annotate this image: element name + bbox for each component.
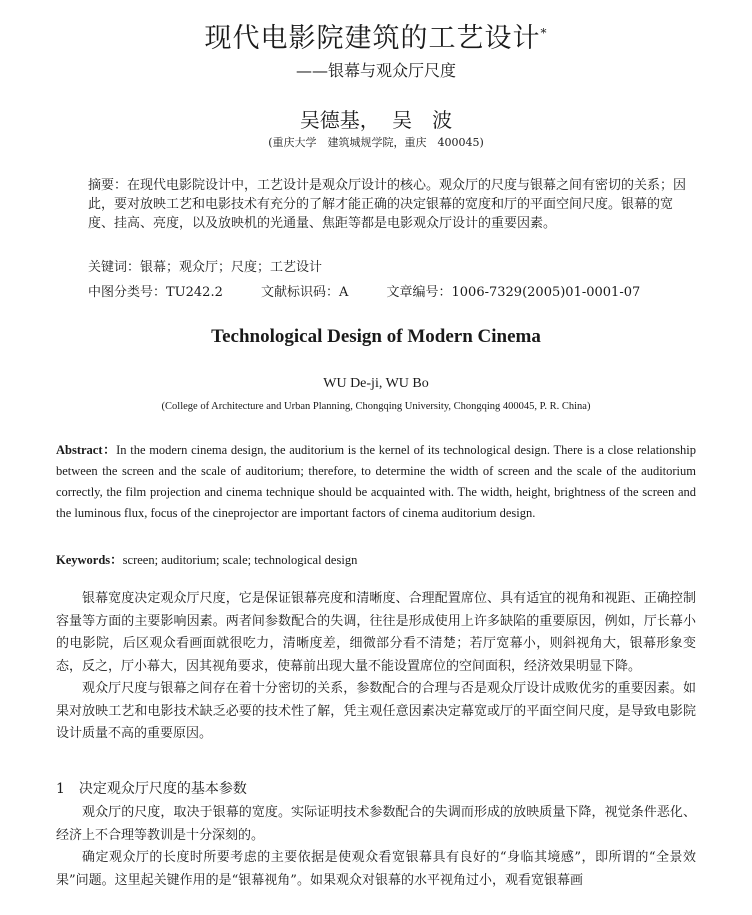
affiliation-cn: (重庆大学 建筑城规学院，重庆 400045): [268, 136, 484, 149]
title-footnote-mark: *: [540, 26, 548, 40]
authors-en: WU De-ji, WU Bo: [323, 376, 429, 391]
body-section-1: [56, 802, 696, 892]
keywords-en: [56, 550, 696, 568]
keywords-en-label: Keywords：: [56, 553, 123, 567]
document-code: 文献标识码：A: [260, 285, 349, 300]
keywords-en-text: screen; auditorium; scale; technological design: [122, 553, 358, 567]
abstract-en-label: Abstract：: [56, 443, 117, 457]
body-intro: [56, 588, 696, 746]
body-paragraph: 银幕宽度决定观众厅尺度，它是保证银幕亮度和清晰度、合理配置席位、具有适宜的视角和视距、正确控制容量等方面的主要影响因素。两者间参数配合的失调，往往是形成使用上许多缺陷的重要原因，例如，厅长幕小的电影院，后区观众看画面就很吃力，清晰度差，细微部分看不清楚；若厅宽幕小，则斜视角大，银幕形象变态，反之，厅小幕大，因其视角要求，使幕前出现大量不能设置席位的空间面积，经济效果明显下降。: [56, 591, 696, 674]
authors-cn: 吴德基， 吴 波: [299, 108, 453, 132]
clc-number: 中图分类号：TU242.2: [88, 285, 223, 300]
article-number: 文章编号：1006-7329(2005)01-0001-07: [386, 285, 641, 300]
abstract-cn: [88, 176, 688, 233]
abstract-en: [56, 440, 696, 524]
section-heading: [56, 778, 261, 798]
keywords-cn: [88, 258, 688, 277]
classification-row: [88, 281, 688, 300]
body-paragraph: 观众厅尺度与银幕之间存在着十分密切的关系，参数配合的合理与否是观众厅设计成败优劣的重要因素。如果对放映工艺和电影技术缺乏必要的技术性了解，凭主观任意因素决定幕宽或厅的平面空间尺度，是导致电影院设计质量不高的重要原因。: [56, 681, 696, 741]
keywords-cn-text: 银幕；观众厅；尺度；工艺设计: [140, 260, 323, 275]
paper-subtitle-cn: ——银幕与观众厅尺度: [295, 61, 456, 80]
paper-title-en: Technological Design of Modern Cinema: [211, 326, 541, 347]
body-paragraph: 观众厅的尺度，取决于银幕的宽度。实际证明技术参数配合的失调而形成的放映质量下降，视觉条件恶化、经济上不合理等教训是十分深刻的。: [56, 805, 696, 843]
affiliation-en: (College of Architecture and Urban Planning, Chongqing University, Chongqing 400045, P. R. China): [161, 401, 591, 412]
abstract-cn-label: 摘要：: [88, 178, 128, 193]
body-paragraph: 确定观众厅的长度时所要考虑的主要依据是使观众看宽银幕具有良好的“身临其境感”，即所谓的“全景效果”问题。这里起关键作用的是“银幕视角”。如果观众对银幕的水平视角过小，观看宽银幕画: [56, 850, 696, 888]
section-number: 1: [56, 781, 65, 797]
keywords-cn-label: 关键词：: [88, 260, 141, 275]
abstract-cn-text: 在现代电影院设计中，工艺设计是观众厅设计的核心。观众厅的尺度与银幕之间有密切的关系；因此，要对放映工艺和电影技术有充分的了解才能正确的决定银幕的宽度和厅的平面空间尺度。银幕的宽度、挂高、亮度，以及放映机的光通量、焦距等都是电影观众厅设计的重要因素。: [88, 178, 687, 231]
section-title: 决定观众厅尺度的基本参数: [78, 781, 247, 797]
abstract-en-text: In the modern cinema design, the auditorium is the kernel of its technological design. There is a close relationship between the screen and the scale of auditorium; therefore, to determine the width of screen and the scale of the auditorium correctly, the film projection and cinema technique should be acquainted with. The width, height, brightness of the screen and the luminous flux, focus of the cineprojector are important factors of cinema auditorium design.: [56, 443, 696, 520]
paper-title-cn: 现代电影院建筑的工艺设计*: [204, 23, 548, 54]
